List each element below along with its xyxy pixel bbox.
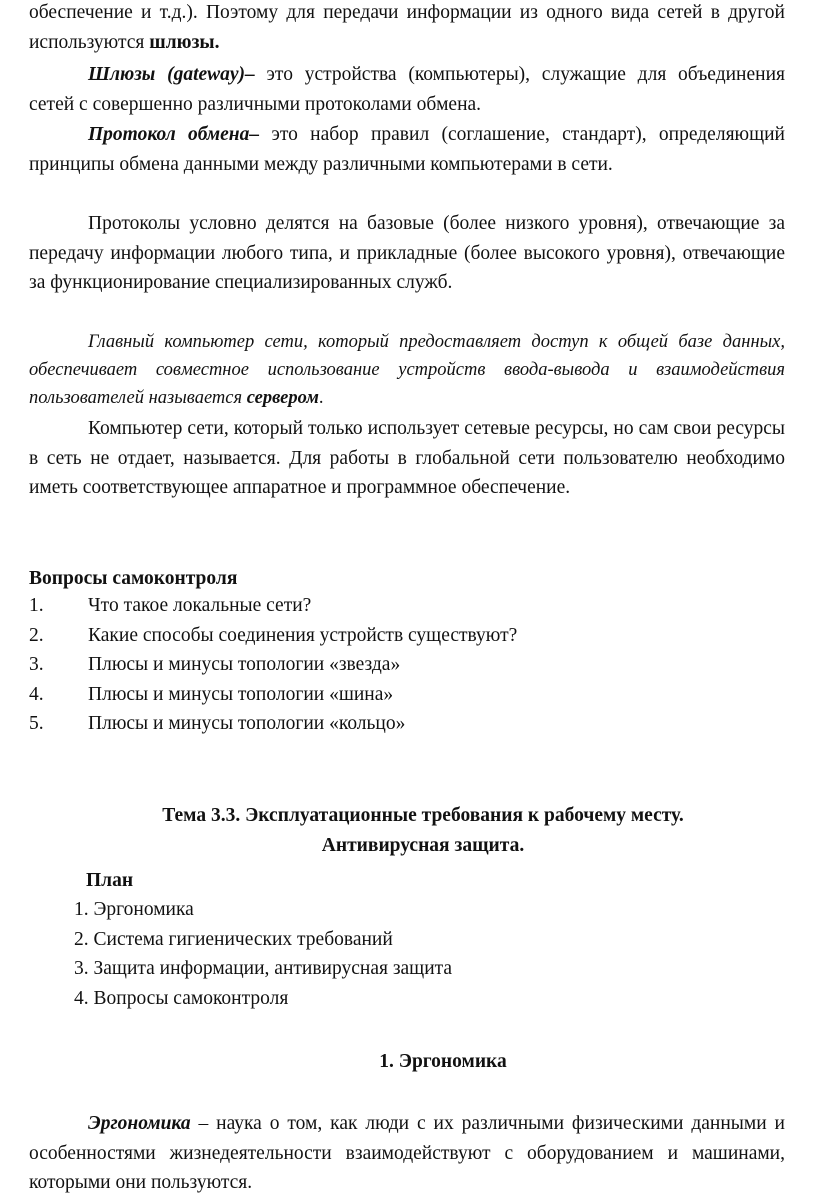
paragraph-text: Протоколы условно делятся на базовые (более низкого уровня), отвечающие за передачу информации любого типа, и прикладные (более высокого уровня), отвечающие за функционирование специализированных служб. (29, 213, 785, 293)
list-item-number: 3. (29, 654, 44, 675)
paragraph-text: это устройства (компьютеры), служащие для объединения сетей с совершенно различными протоколами обмена. (29, 64, 785, 115)
list-item-text: Что такое локальные сети? (88, 595, 312, 616)
term-ergonomics: Эргономика (88, 1113, 191, 1134)
section-title-ergonomics: 1. Эргономика (379, 1051, 507, 1072)
paragraph-text: Компьютер сети, который только использует сетевые ресурсы, но сам свои ресурсы в сеть не отдает, называется. Для работы в глобальной сети пользователю необходимо иметь соответствующее аппаратное и программное обеспечение. (29, 418, 785, 498)
self-check-title: Вопросы самоконтроля (29, 568, 238, 589)
paragraph-server-definition (29, 328, 785, 412)
list-item (29, 591, 517, 621)
list-item-number: 1. (29, 595, 44, 616)
paragraph-gateways-intro (29, 0, 785, 57)
list-item-number: 2. (29, 624, 44, 646)
plan-title: План (86, 870, 134, 891)
list-item-text: Плюсы и минусы топологии «шина» (88, 683, 394, 705)
list-item-text: Какие способы соединения устройств существуют? (88, 624, 518, 646)
list-item (29, 709, 517, 739)
list-item-text: Плюсы и минусы топологии «кольцо» (88, 713, 406, 734)
list-item: 4. Вопросы самоконтроля (74, 987, 289, 1009)
plan-list (74, 895, 452, 1013)
paragraph-text: Главный компьютер сети, который предоставляет доступ к общей базе данных, обеспечивает совместное использование устройств ввода-вывода и взаимодействия пользователей называется (29, 332, 785, 408)
paragraph-gateway-definition (29, 60, 785, 119)
paragraph-text: . (318, 388, 324, 408)
paragraph-protocol-definition (29, 120, 785, 179)
list-item: 1. Эргономика (74, 899, 194, 920)
list-item: 2. Система гигиенических требований (74, 928, 393, 950)
paragraph-ergonomics-definition (29, 1109, 785, 1198)
list-item (29, 680, 517, 710)
term-server: сервером (246, 388, 319, 408)
list-item: 3. Защита информации, антивирусная защита (74, 958, 453, 979)
list-item-number: 5. (29, 713, 44, 734)
list-item (29, 650, 517, 680)
list-item-number: 4. (29, 683, 44, 705)
paragraph-text: это набор правил (соглашение, стандарт), определяющий принципы обмена данными между различными компьютерами в сети. (29, 124, 785, 175)
self-check-list (29, 591, 517, 739)
term-gateways: шлюзы. (149, 31, 220, 53)
paragraph-text: обеспечение и т.д.). Поэтому для передачи информации из одного вида сетей в другой используются (29, 2, 785, 53)
topic-title-line-1: Тема 3.3. Эксплуатационные требования к рабочему месту. (162, 805, 684, 826)
list-item (29, 621, 517, 651)
paragraph-client-definition (29, 414, 785, 503)
term-protocol: Протокол обмена– (88, 124, 260, 145)
list-item-text: Плюсы и минусы топологии «звезда» (88, 654, 401, 675)
term-gateway: Шлюзы (gateway)– (88, 64, 255, 85)
paragraph-text: – наука о том, как люди с их различными физическими данными и особенностями жизнедеятельности взаимодействуют с оборудованием и машинами, которыми они пользуются. (29, 1113, 785, 1193)
paragraph-protocol-types (29, 209, 785, 298)
topic-title-line-2: Антивирусная защита. (321, 835, 525, 856)
